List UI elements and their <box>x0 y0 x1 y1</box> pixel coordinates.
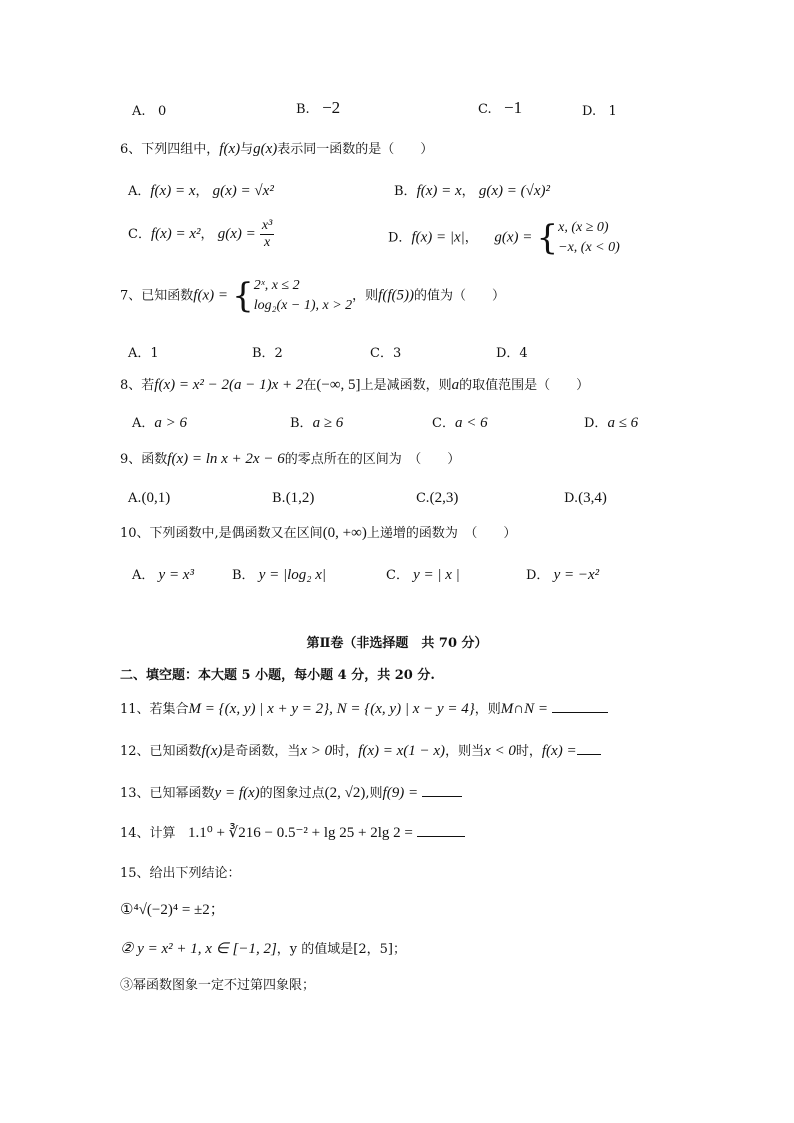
q6-option-c: C．f(x) = x²， g(x) = $\frac{\text{x³}}{x}$ <box>128 218 273 250</box>
q15-item-2: ② y = x² + 1, x ∈ [−1, 2]，y 的值域是[2，5]； <box>120 941 406 957</box>
q9-option-b: B.(1,2) <box>272 490 315 506</box>
q13-answer-blank[interactable] <box>422 782 462 797</box>
q7-stem: 7、已知函数f(x) = { 2ˣ, x ≤ 2 log₂(x − 1), x > 2 ，则f(f(5))的值为（ ） <box>120 276 506 316</box>
q7-option-c: C．3 <box>370 346 402 361</box>
q9-option-c: C.(2,3) <box>416 490 459 506</box>
q7-option-a: A．1 <box>128 346 159 361</box>
q9-option-a: A.(0,1) <box>128 490 171 506</box>
q10-stem: 10、下列函数中,是偶函数又在区间(0, +∞)上递增的函数为 （ ） <box>120 525 517 541</box>
q7-cases: 2ˣ, x ≤ 2 log₂(x − 1), x > 2 <box>253 278 353 313</box>
q10-option-b: B． y = |log₂ x| <box>232 567 327 583</box>
q8-option-d: D．a ≤ 6 <box>584 415 639 431</box>
q15-item-1: ①⁴√(−2)⁴ = ±2； <box>120 902 225 918</box>
q7-brace: { <box>232 276 254 316</box>
q10-option-a: A． y = x³ <box>132 567 194 583</box>
q15-item-3: ③幂函数图象一定不过第四象限； <box>120 978 316 993</box>
q5-option-a: A. 0 <box>132 104 167 119</box>
q6-stem: 6、下列四组中，f(x)与g(x)表示同一函数的是（ ） <box>120 141 434 157</box>
q8-option-a: A．a > 6 <box>132 415 188 431</box>
q12-stem: 12、已知函数f(x)是奇函数，当x > 0时，f(x) = x(1 − x)，则当x < 0时，f(x) = <box>120 740 601 760</box>
section-heading: 二、填空题：本大题 5 小题，每小题 4 分，共 20 分. <box>120 668 435 683</box>
q5-option-c: C. −1 <box>478 98 523 117</box>
section-title: 第Ⅱ卷（非选择题 共 70 分） <box>306 636 488 651</box>
q6-option-b: B．f(x) = x， g(x) = (√x)² <box>394 183 550 199</box>
q10-option-c: C． y = | x | <box>386 567 460 583</box>
q11-stem: 11、若集合M = {(x, y) | x + y = 2}, N = {(x, y) | x − y = 4}，则M∩N = <box>120 698 608 718</box>
q6-option-a: A．f(x) = x， g(x) = √x² <box>128 183 274 199</box>
q6-d-brace: { <box>536 218 559 258</box>
q15-stem: 15、给出下列结论： <box>120 866 241 881</box>
q5-option-b: B. −2 <box>296 98 341 117</box>
q5-option-d: D. 1 <box>582 104 617 119</box>
q10-option-d: D． y = −x² <box>526 567 600 583</box>
q9-stem: 9、函数f(x) = ln x + 2x − 6的零点所在的区间为 （ ） <box>120 451 461 467</box>
q6-option-d: D．f(x) = |x|， g(x) = { x, (x ≥ 0) −x, (x < 0) <box>388 218 620 258</box>
q12-answer-blank[interactable] <box>577 740 601 755</box>
q8-option-b: B．a ≥ 6 <box>290 415 344 431</box>
q9-option-d: D.(3,4) <box>564 490 607 506</box>
q13-stem: 13、已知幂函数y = f(x)的图象过点(2, √2),则f(9) = <box>120 782 462 802</box>
q11-answer-blank[interactable] <box>552 698 608 713</box>
q7-option-b: B．2 <box>252 346 283 361</box>
q7-option-d: D．4 <box>496 346 528 361</box>
q6-d-cases: x, (x ≥ 0) −x, (x < 0) <box>558 220 620 255</box>
q14-answer-blank[interactable] <box>417 822 465 837</box>
q14-stem: 14、计算 1.1⁰ + ∛216 − 0.5⁻² + lg 25 + 2lg 2 = <box>120 822 465 842</box>
q8-option-c: C．a < 6 <box>432 415 488 431</box>
q8-stem: 8、若f(x) = x² − 2(a − 1)x + 2在(−∞, 5]上是减函数，则a的取值范围是（ ） <box>120 377 590 393</box>
q6-c-fraction: $\frac{\text{x³}}{x}$ <box>261 218 273 250</box>
